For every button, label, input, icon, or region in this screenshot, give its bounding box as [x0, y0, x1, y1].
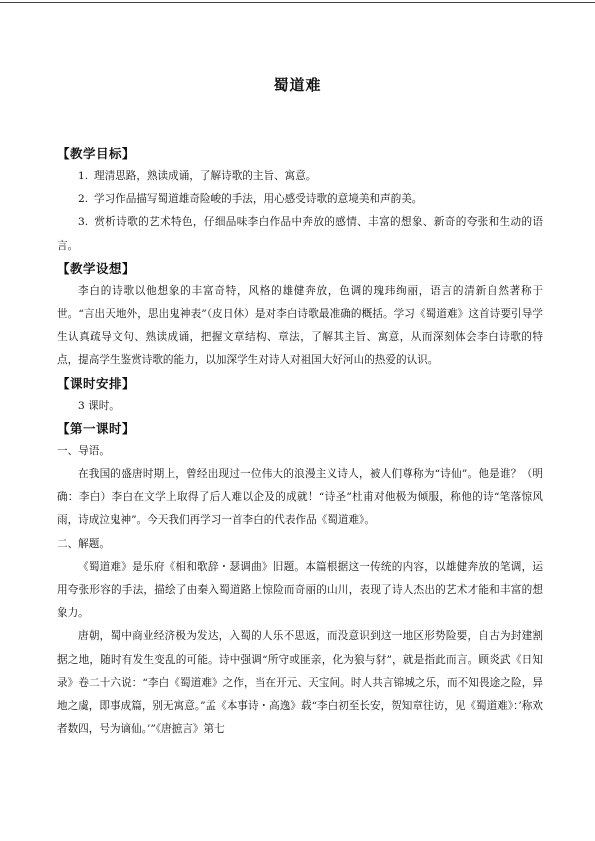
- design-paragraph: 李白的诗歌以他想象的丰富奇特，风格的雄健奔放，色调的瑰玮绚丽，语言的清新自然著称于世。“言出天地外，思出鬼神表”（皮日休）是对李白诗歌最准确的概括。学习《蜀道难》这首诗要引导学生认真疏导文句、熟读成诵，把握文章结构、章法，了解其主旨、寓意，从而深刻体会李白诗歌的特点，提高学生鉴赏诗歌的能力，以加深学生对诗人对祖国大好河山的热爱的认识。: [57, 284, 543, 367]
- section-heading-goals: 【教学目标】: [57, 146, 136, 161]
- intro-paragraph: 在我国的盛唐时期上，曾经出现过一位伟大的浪漫主义诗人，被人们尊称为“诗仙”。他是谁？（明确：李白）李白在文学上取得了后人难以企及的成就！“诗圣”杜甫对他极为倾服，称他的诗“笔落惊风雨，诗成泣鬼神”。今天我们再学习一首李白的代表作品《蜀道难》。: [57, 468, 543, 527]
- goal-item: 1. 理清思路，熟读成诵，了解诗歌的主旨、寓意。: [78, 170, 317, 182]
- title-explain-paragraph-1: 《蜀道难》是乐府《相和歌辞・瑟调曲》旧题。本篇根据这一传统的内容，以雄健奔放的笔调，运用夸张形容的手法，描绘了由秦入蜀道路上惊险而奇丽的山川，表现了诗人杰出的艺术才能和丰富的想象力。: [57, 560, 543, 620]
- part-label-title-explain: 二、解题。: [57, 537, 110, 550]
- section-heading-design: 【教学设想】: [57, 260, 136, 276]
- schedule-text: 3 课时。: [78, 399, 120, 412]
- section-heading-first-lesson: 【第一课时】: [57, 420, 136, 436]
- goal-item: 2. 学习作品描写蜀道雄奇险峻的手法，用心感受诗歌的意境美和声韵美。: [78, 193, 423, 206]
- goals-list: [57, 165, 543, 258]
- section-heading-schedule: 【课时安排】: [57, 375, 136, 391]
- title-explain-paragraph-2: 唐朝，蜀中商业经济极为发达，入蜀的人乐不思返，而没意识到这一地区形势险要，自古为封建割据之地，随时有发生变乱的可能。诗中强调“所守或匪亲，化为狼与豺”，就是指此而言。顾炎武《日知录》卷二十六说：“李白《蜀道难》之作，当在开元、天宝间。时人共言锦城之乐，而不知畏途之险，异地之虞，即事成篇，别无寓意。”孟《本事诗・高逸》载“李白初至长安，贺知章往访，见《蜀道难》：’称欢者数四，号为谪仙。’”《唐摭言》第七: [57, 630, 543, 736]
- part-label-intro: 一、导语。: [57, 444, 110, 457]
- goal-item: 3. 赏析诗歌的艺术特色，仔细品味李白作品中奔放的感情、丰富的想象、新奇的夸张和生动的语言。: [57, 216, 543, 252]
- document-body: [57, 143, 543, 741]
- document-title: 蜀道难: [273, 76, 322, 94]
